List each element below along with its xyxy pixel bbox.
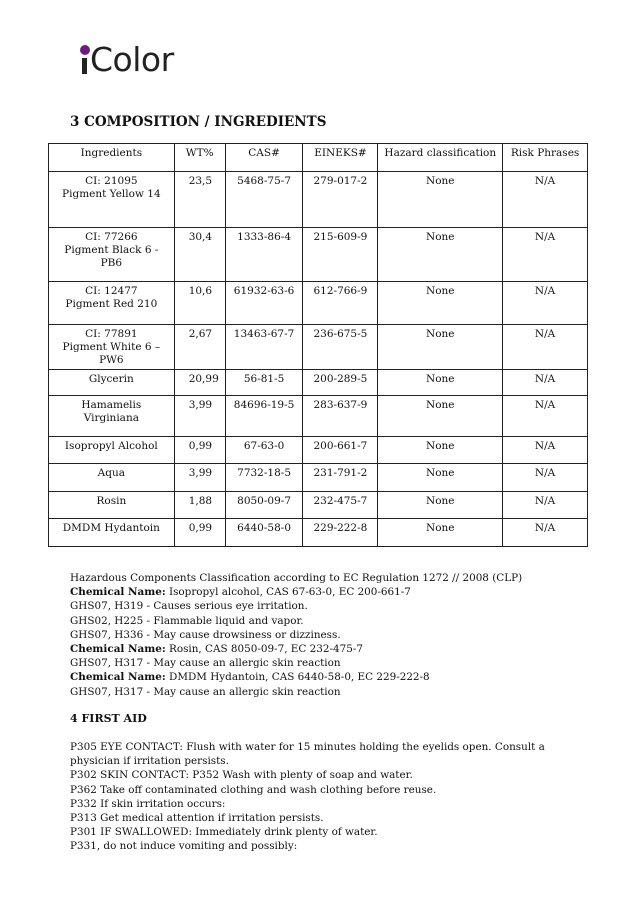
eineks-cell: 279-017-2 <box>303 172 378 228</box>
first-aid-line: P305 EYE CONTACT: Flush with water for 15 minutes holding the eyelids open. Consult a physician if irritation persists. <box>70 741 549 768</box>
chemical-name-label: Chemical Name: <box>70 586 166 599</box>
risk-cell: N/A <box>503 325 588 370</box>
header-hazard: Hazard classification <box>378 144 503 172</box>
risk-cell: N/A <box>503 519 588 547</box>
eineks-cell: 236-675-5 <box>303 325 378 370</box>
first-aid-line: P301 IF SWALLOWED: Immediately drink plenty of water. <box>70 826 378 839</box>
eineks-cell: 229-222-8 <box>303 519 378 547</box>
section-3-title: 3 COMPOSITION / INGREDIENTS <box>70 114 327 130</box>
hazard-cell: None <box>378 172 503 228</box>
chemical-3: DMDM Hydantoin, CAS 6440-58-0, EC 229-222-8 <box>165 671 430 684</box>
table-header-row <box>49 144 588 172</box>
hazard-line: GHS07, H317 - May cause an allergic skin reaction <box>70 685 341 698</box>
ingredient-cell: CI: 21095 Pigment Yellow 14 <box>49 172 175 228</box>
table-row <box>49 437 588 464</box>
table-row <box>49 325 588 370</box>
ingredient-cell: CI: 77266 Pigment Black 6 - PB6 <box>49 228 175 282</box>
hazard-line: GHS02, H225 - Flammable liquid and vapor. <box>70 614 304 627</box>
chemical-name-label: Chemical Name: <box>70 643 166 656</box>
cas-cell: 6440-58-0 <box>225 519 303 547</box>
first-aid-line: P331, do not induce vomiting and possibly: <box>70 840 298 853</box>
eineks-cell: 215-609-9 <box>303 228 378 282</box>
table-row <box>49 370 588 396</box>
logo-stem <box>82 58 87 74</box>
hazard-cell: None <box>378 519 503 547</box>
eineks-cell: 612-766-9 <box>303 282 378 325</box>
header-eineks: EINEKS# <box>303 144 378 172</box>
first-aid-line: P302 SKIN CONTACT: P352 Wash with plenty of soap and water. <box>70 769 413 782</box>
table-row <box>49 172 588 228</box>
hazard-cell: None <box>378 282 503 325</box>
ingredient-cell: CI: 77891 Pigment White 6 – PW6 <box>49 325 175 370</box>
eineks-cell: 200-661-7 <box>303 437 378 464</box>
table-row <box>49 228 588 282</box>
cas-cell: 7732-18-5 <box>225 464 303 492</box>
cas-cell: 84696-19-5 <box>225 396 303 437</box>
cas-cell: 1333-86-4 <box>225 228 303 282</box>
ingredient-cell: Hamamelis Virginiana <box>49 396 175 437</box>
chemical-1: Isopropyl alcohol, CAS 67-63-0, EC 200-661-7 <box>165 586 411 599</box>
ingredient-cell: DMDM Hydantoin <box>49 519 175 547</box>
wt-cell: 0,99 <box>174 437 225 464</box>
composition-table <box>48 143 588 547</box>
cas-cell: 56-81-5 <box>225 370 303 396</box>
first-aid-line: P313 Get medical attention if irritation persists. <box>70 812 324 825</box>
eineks-cell: 283-637-9 <box>303 396 378 437</box>
hazards-intro: Hazardous Components Classification according to EC Regulation 1272 // 2008 (CLP) <box>70 572 523 584</box>
hazard-cell: None <box>378 464 503 492</box>
hazard-line: GHS07, H336 - May cause drowsiness or dizziness. <box>70 628 341 641</box>
hazard-cell: None <box>378 492 503 519</box>
eineks-cell: 231-791-2 <box>303 464 378 492</box>
cas-cell: 13463-67-7 <box>225 325 303 370</box>
table-row <box>49 519 588 547</box>
logo-dot <box>80 45 90 55</box>
table-row <box>49 396 588 437</box>
table-row <box>49 464 588 492</box>
ingredient-cell: Isopropyl Alcohol <box>49 437 175 464</box>
table-row <box>49 282 588 325</box>
first-aid-line: P332 If skin irritation occurs: <box>70 797 226 810</box>
table-row <box>49 492 588 519</box>
risk-cell: N/A <box>503 396 588 437</box>
section-4-title: 4 FIRST AID <box>70 712 147 725</box>
risk-cell: N/A <box>503 228 588 282</box>
risk-cell: N/A <box>503 437 588 464</box>
risk-cell: N/A <box>503 282 588 325</box>
cas-cell: 67-63-0 <box>225 437 303 464</box>
header-wt: WT% <box>174 144 225 172</box>
wt-cell: 2,67 <box>174 325 225 370</box>
hazard-line: GHS07, H317 - May cause an allergic skin reaction <box>70 657 341 670</box>
risk-cell: N/A <box>503 172 588 228</box>
hazardous-components <box>70 571 522 699</box>
eineks-cell: 232-475-7 <box>303 492 378 519</box>
risk-cell: N/A <box>503 370 588 396</box>
first-aid-text <box>70 740 570 854</box>
chemical-2: Rosin, CAS 8050-09-7, EC 232-475-7 <box>165 643 363 656</box>
first-aid-line: P362 Take off contaminated clothing and wash clothing before reuse. <box>70 783 437 796</box>
cas-cell: 8050-09-7 <box>225 492 303 519</box>
header-risk: Risk Phrases <box>503 144 588 172</box>
risk-cell: N/A <box>503 464 588 492</box>
wt-cell: 3,99 <box>174 464 225 492</box>
chemical-name-label: Chemical Name: <box>70 671 166 684</box>
icolor-logo <box>80 38 200 78</box>
header-cas: CAS# <box>225 144 303 172</box>
cas-cell: 5468-75-7 <box>225 172 303 228</box>
logo-text: Color <box>90 40 174 79</box>
hazard-cell: None <box>378 228 503 282</box>
ingredient-cell: Rosin <box>49 492 175 519</box>
hazard-cell: None <box>378 437 503 464</box>
wt-cell: 30,4 <box>174 228 225 282</box>
wt-cell: 20,99 <box>174 370 225 396</box>
header-ingredients: Ingredients <box>49 144 175 172</box>
ingredient-cell: Aqua <box>49 464 175 492</box>
hazard-cell: None <box>378 370 503 396</box>
ingredient-cell: Glycerin <box>49 370 175 396</box>
cas-cell: 61932-63-6 <box>225 282 303 325</box>
hazard-cell: None <box>378 325 503 370</box>
wt-cell: 0,99 <box>174 519 225 547</box>
ingredient-cell: CI: 12477 Pigment Red 210 <box>49 282 175 325</box>
wt-cell: 1,88 <box>174 492 225 519</box>
wt-cell: 10,6 <box>174 282 225 325</box>
risk-cell: N/A <box>503 492 588 519</box>
eineks-cell: 200-289-5 <box>303 370 378 396</box>
hazard-line: GHS07, H319 - Causes serious eye irritation. <box>70 600 308 613</box>
wt-cell: 3,99 <box>174 396 225 437</box>
hazard-cell: None <box>378 396 503 437</box>
wt-cell: 23,5 <box>174 172 225 228</box>
